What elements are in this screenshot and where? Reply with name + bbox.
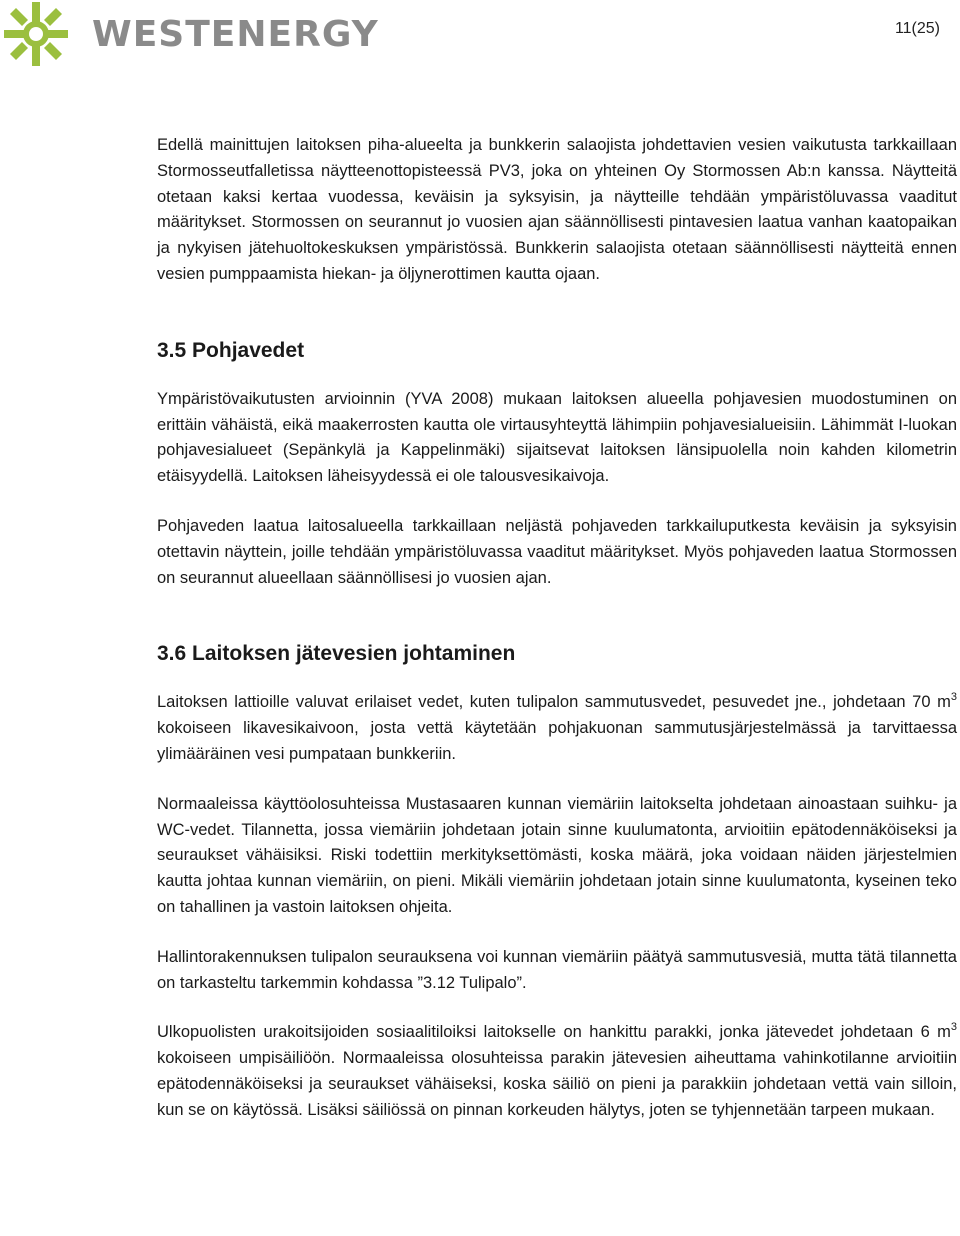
paragraph-intro: Edellä mainittujen laitoksen piha-alueelta ja bunkkerin salaojista johdettavien vesien vaikutusta tarkkaillaan Stormosseutfalletissa näytteenottopisteessä PV3, joka on yhteinen Oy Stormossen Ab:n kanssa. Näytteitä otetaan kaksi kertaa vuodessa, keväisin ja syksyisin, ja näytteille tehdään ympäristöluvassa vaaditut määritykset. Stormossen on seurannut jo vuosien ajan säännöllisesti pintavesien laatua vanhan kaatopaikan ja nykyisen jätehuoltokeskuksen ympäristössä. Bunkkerin salaojista otetaan säännöllisesti näytteitä ennen vesien pumppaamista hiekan- ja öljynerottimen kautta ojaan. bbox=[157, 136, 957, 283]
paragraph-3-6-a bbox=[157, 690, 957, 767]
paragraph-3-5-a: Ympäristövaikutusten arvioinnin (YVA 2008) mukaan laitoksen alueella pohjavesien muodostuminen on erittäin vähäistä, eikä maakerrosten kautta ole virtausyhteyttä lähimpiin pohjavesialueisiin. Lähimmät I-luokan pohjavesialueet (Sepänkylä ja Kappelinmäki) sijaitsevat laitoksen länsipuolella noin kahden kilometrin etäisyydellä. Laitoksen läheisyydessä ei ole talousvesikaivoja. bbox=[157, 389, 957, 486]
page-number: 11(25) bbox=[894, 20, 940, 37]
document-body bbox=[157, 133, 957, 1124]
paragraph-3-6-c: Hallintorakennuksen tulipalon seurauksena voi kunnan viemäriin päätyä sammutusvesiä, mutta tätä tilannetta on tarkasteltu tarkemmin kohdassa ”3.12 Tulipalo”. bbox=[157, 947, 957, 992]
section-heading-3-6: 3.6 Laitoksen jätevesien johtaminen bbox=[157, 642, 516, 666]
superscript: 3 bbox=[950, 1020, 957, 1033]
text-run: Ulkopuolisten urakoitsijoiden sosiaalitiloiksi laitokselle on hankittu parakki, jonka jätevedet johdetaan 6 m bbox=[157, 1023, 951, 1042]
text-run: kokoiseen umpisäiliöön. Normaaleissa olosuhteissa parakin jätevesien aiheuttama vahinkotilanne arvioitiin epätodennäköiseksi ja seuraukset vähäiseksi, koska säiliö on pieni ja parakkiin johdetaan vettä vain silloin, kun se on käytössä. Lisäksi säiliössä on pinnan korkeuden hälytys, joten se tyhjennetään tarpeen mukaan. bbox=[157, 1049, 957, 1119]
superscript: 3 bbox=[950, 690, 957, 703]
text-run: kokoiseen likavesikaivoon, josta vettä käytetään pohjakuonan sammutusjärjestelmässä ja tarvittaessa ylimääräinen vesi pumpataan bunkkeriin. bbox=[157, 719, 957, 763]
section-heading-3-5: 3.5 Pohjavedet bbox=[157, 338, 305, 362]
page-header bbox=[0, 0, 960, 70]
westenergy-gear-logo-icon bbox=[2, 0, 70, 68]
paragraph-3-5-b: Pohjaveden laatua laitosalueella tarkkaillaan neljästä pohjaveden tarkkailuputkesta keväisin ja syksyisin otettavin näyttein, joille tehdään ympäristöluvassa vaaditut määritykset. Myös pohjaveden laatua Stormossen on seurannut alueellaan säännöllisesi jo vuosien ajan. bbox=[157, 516, 957, 587]
company-logo-text: WESTENERGY bbox=[92, 14, 379, 55]
text-run: Laitoksen lattioille valuvat erilaiset vedet, kuten tulipalon sammutusvedet, pesuvedet jne., johdetaan 70 m bbox=[157, 693, 951, 712]
paragraph-3-6-b: Normaaleissa käyttöolosuhteissa Mustasaaren kunnan viemäriin laitokselta johdetaan ainoastaan suihku- ja WC-vedet. Tilannetta, jossa viemäriin johdetaan jotain sinne kuulumatonta, arvioitiin epätodennäköiseksi ja seuraukset vähäisiksi. Riski todettiin merkityksettömästi, koska määrä, joka voidaan näiden järjestelmien kautta johtaa kunnan viemäriin, on pieni. Mikäli viemäriin johdetaan jotain sinne kuulumatonta, kyseinen teko on tahallinen ja vastoin laitoksen ohjeita. bbox=[157, 794, 957, 916]
paragraph-3-6-d bbox=[157, 1020, 957, 1123]
